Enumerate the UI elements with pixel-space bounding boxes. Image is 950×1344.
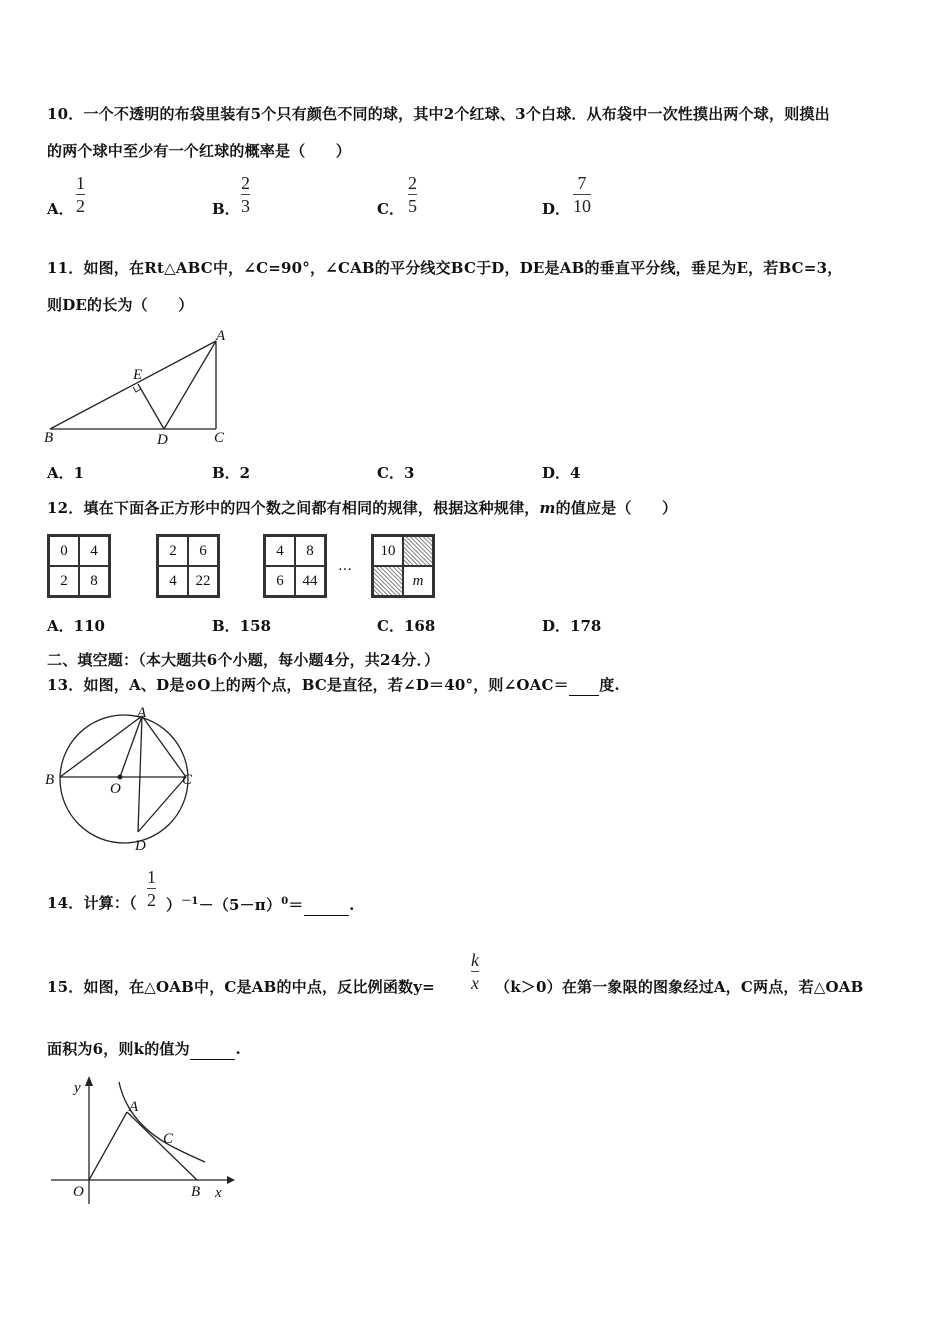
q15-label-b: B [191,1184,201,1200]
q11-triangle-figure [40,325,240,450]
q10-line2: 的两个球中至少有一个红球的概率是（ ） [47,142,352,160]
q15-end: . [235,1040,241,1058]
q10-option-a-label: A． [47,200,74,218]
q15-line2: 面积为6，则k的值为 [47,1040,190,1058]
q10-option-d-num: 7 [577,173,587,193]
q12-var: m [539,499,556,517]
q12-square-2-tl: 2 [158,536,188,566]
q11-option-c: C．3 [377,464,415,482]
q12-square-3-bl: 6 [265,566,295,596]
q15-blank [190,1038,236,1060]
q12-prefix: 12．填在下面各正方形中的四个数之间都有相同的规律，根据这种规律， [47,499,540,517]
q12-option-b: B．158 [212,617,271,635]
q10-option-b-num: 2 [241,173,250,193]
q15-label-o: O [73,1184,84,1200]
q10-option-c-den: 5 [408,196,417,216]
q10-option-c-num: 2 [408,173,417,193]
q14-end: . [349,896,355,914]
q11-line2: 则DE的长为（ ） [47,296,194,314]
q10-option-b-label: B． [212,200,240,218]
q13-label-o: O [110,781,121,797]
q14-mid: ） [166,896,182,914]
section-2-heading: 二、填空题：（本大题共6个小题，每小题4分，共24分．） [47,651,440,669]
q12-square-2-br: 22 [188,566,218,596]
q13-suffix: 度. [599,676,620,694]
q14-den: 2 [147,890,156,910]
q15-prefix: 15．如图，在△OAB中，C是AB的中点，反比例函数y= [47,978,435,996]
q12-square-3 [263,534,327,598]
q10-option-d-label: D． [542,200,571,218]
q14-exp2: 0 [281,896,289,907]
q12-option-d: D．178 [542,617,602,635]
q11-option-b: B．2 [212,464,251,482]
q12-square-3-br: 44 [295,566,325,596]
q14-prefix: 14．计算：（ [47,894,137,912]
q14-blank [304,894,350,916]
q13-blank [569,674,599,696]
q11-label-a: A [216,328,226,344]
q13-label-d: D [135,838,146,854]
q12-square-1 [47,534,111,598]
q15-label-y: y [74,1080,81,1096]
q15-den: x [471,973,479,993]
q13-text: 13．如图，A、D是⊙O上的两个点，BC是直径，若∠D＝40°，则∠OAC＝ [47,676,569,694]
q12-square-2-tr: 6 [188,536,218,566]
q11-option-a: A．1 [47,464,85,482]
q10-option-c-fraction [408,173,417,216]
q13-question [47,674,620,696]
q11-label-c: C [214,430,225,446]
q12-square-4-tr-hatched [403,536,433,566]
q12-square-4-br: m [403,566,433,596]
q15-label-c: C [163,1131,174,1147]
q11-label-b: B [44,430,54,446]
q14-mid2: －（5－π） [198,896,282,914]
q11-option-d: D．4 [542,464,581,482]
q12-square-3-tl: 4 [265,536,295,566]
q13-label-c: C [182,772,193,788]
q15-label-a: A [129,1099,139,1115]
q10-option-a-den: 2 [76,196,85,216]
q12-option-c: C．168 [377,617,436,635]
q12-square-2 [156,534,220,598]
q10-option-c-label: C． [377,200,404,218]
q15-graph-figure [45,1070,240,1210]
q13-label-b: B [45,772,55,788]
q10-option-a-fraction [76,173,85,216]
q12-suffix: 的值应是（ ） [555,499,678,517]
q12-square-1-tl: 0 [49,536,79,566]
q15-label-x: x [215,1185,222,1201]
q10-option-d-fraction [573,173,591,216]
q15-num: k [471,950,479,970]
q14-exp1: －1 [181,896,199,907]
q12-square-1-bl: 2 [49,566,79,596]
q12-option-a: A．110 [47,617,105,635]
q11-line1: 11．如图，在Rt△ABC中，∠C=90°，∠CAB的平分线交BC于D，DE是AB的垂直平分线，垂足为E，若BC=3， [47,259,843,277]
q14-num: 1 [147,867,156,887]
q12-square-4-tl: 10 [373,536,403,566]
q12-question [47,497,677,518]
q14-eq: ＝ [288,896,304,914]
q12-square-3-tr: 8 [295,536,325,566]
q15-suffix: （k＞0）在第一象限的图象经过A，C两点，若△OAB [495,978,864,996]
q14-fraction [147,867,156,910]
q12-square-4-bl-hatched [373,566,403,596]
q15-fraction [471,950,479,993]
q15-line2-wrap [47,1038,241,1060]
q12-square-2-bl: 4 [158,566,188,596]
q10-option-b-den: 3 [241,196,250,216]
q10-option-b-fraction [241,173,250,216]
q11-label-d: D [157,432,168,448]
q14-expression [166,892,355,916]
q13-label-a: A [137,705,147,721]
q11-label-e: E [133,367,143,383]
q12-ellipsis: … [338,558,352,574]
q12-square-4 [371,534,435,598]
q10-option-d-den: 10 [573,196,591,216]
q13-circle-figure [42,703,202,858]
q12-square-1-tr: 4 [79,536,109,566]
q10-line1: 10．一个不透明的布袋里装有5个只有颜色不同的球，其中2个红球、3个白球．从布袋中一次性摸出两个球，则摸出 [47,105,830,123]
q12-square-1-br: 8 [79,566,109,596]
q10-option-a-num: 1 [76,173,85,193]
